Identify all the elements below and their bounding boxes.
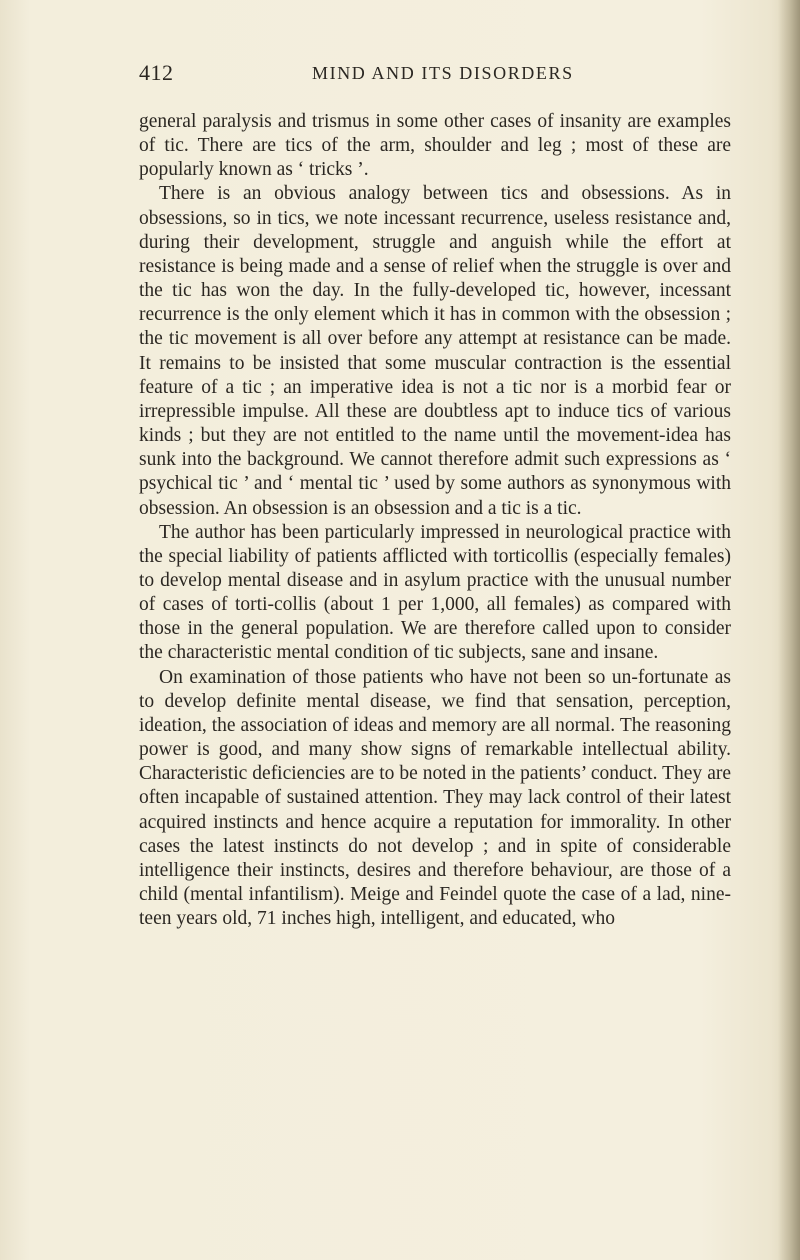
page-edge-shadow [778, 0, 800, 1260]
paragraph: There is an obvious analogy between tics and obsessions. As in obsessions, so in tics, we note incessant recurrence, useless resistance and, during their development, struggle and anguish while the effort at resistance is being made and a sense of relief when the struggle is over and the tic has won the day. In the fully-developed tic, however, incessant recurrence is the only element which it has in common with the obsession ; the tic movement is all over before any attempt at resistance can be made. It remains to be insisted that some muscular contraction is the essential feature of a tic ; an imperative idea is not a tic nor is a morbid fear or irrepressible impulse. All these are doubtless apt to induce tics of various kinds ; but they are not entitled to the name until the movement-idea has sunk into the background. We cannot therefore admit such expressions as ‘ psychical tic ’ and ‘ mental tic ’ used by some authors as synonymous with obsession. An obsession is an obsession and a tic is a tic. [139, 183, 731, 519]
page-header [139, 60, 731, 90]
body-text [139, 110, 731, 931]
paragraph: On examination of those patients who have not been so un-fortunate as to develop definite mental disease, we find that sensation, perception, ideation, the association of ideas and memory are all normal. The reasoning power is good, and many show signs of remarkable intellectual ability. Characteristic deficiencies are to be noted in the patients’ conduct. They are often incapable of sustained attention. They may lack control of their latest acquired instincts and hence acquire a reputation for immorality. In other cases the latest instincts do not develop ; and in spite of considerable intelligence their instincts, desires and therefore behaviour, are those of a child (mental infantilism). Meige and Feindel quote the case of a lad, nine-teen years old, 71 inches high, intelligent, and educated, who [139, 666, 731, 930]
running-head: MIND AND ITS DISORDERS [312, 63, 574, 83]
page-number: 412 [139, 60, 174, 85]
paragraph-continued: general paralysis and trismus in some other cases of insanity are examples of tic. There are tics of the arm, shoulder and leg ; most of these are popularly known as ‘ tricks ’. [139, 111, 731, 181]
paragraph: The author has been particularly impressed in neurological practice with the special liability of patients afflicted with torticollis (especially females) to develop mental disease and in asylum practice with the unusual number of cases of torti-collis (about 1 per 1,000, all females) as compared with those in the general population. We are therefore called upon to consider the characteristic mental condition of tic subjects, sane and insane. [139, 521, 731, 664]
